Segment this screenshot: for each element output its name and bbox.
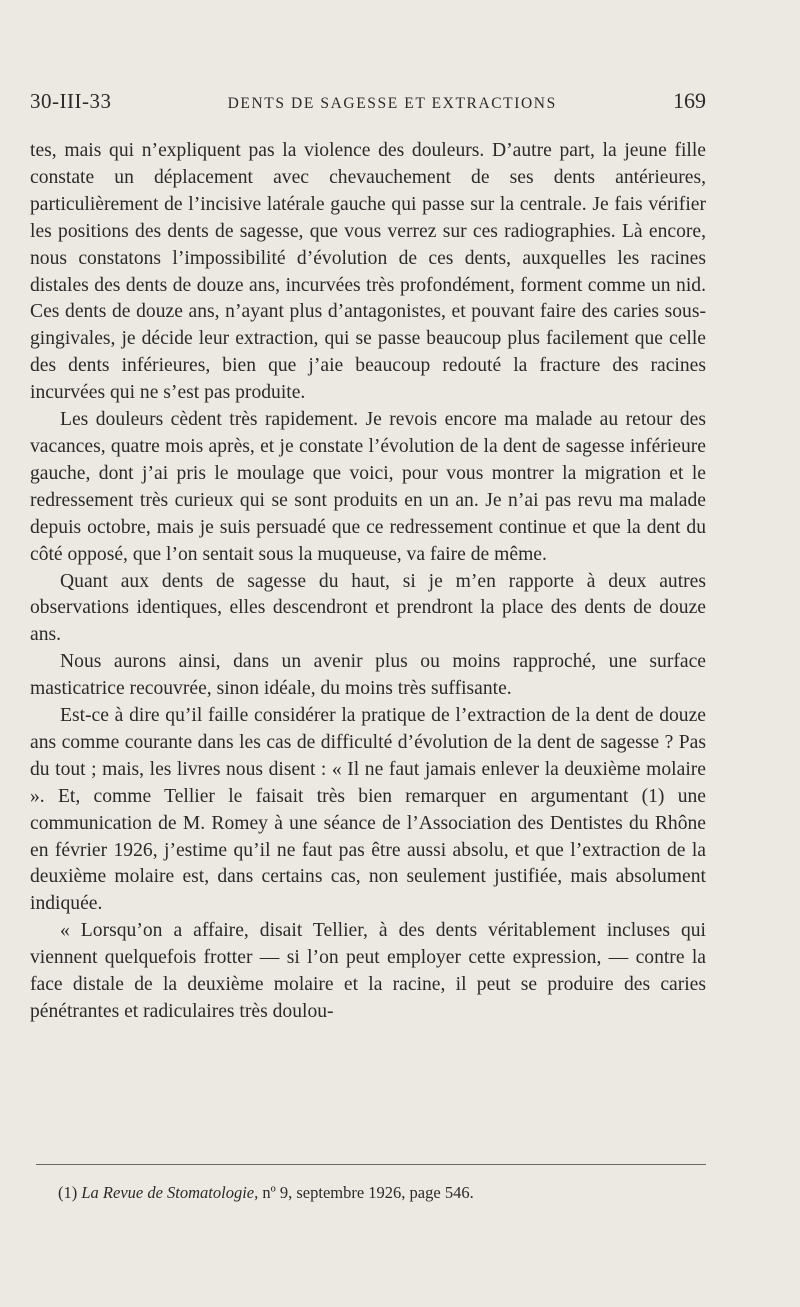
body-text (30, 138, 706, 1026)
page-number: 169 (673, 88, 706, 113)
footnote-marker: (1) (58, 1183, 78, 1202)
footnote (58, 1182, 708, 1204)
footnote-source: La Revue de Stomatologie, (81, 1183, 259, 1202)
header-date: 30-III-33 (30, 89, 112, 113)
paragraph: Quant aux dents de sagesse du haut, si je m’en rapporte à deux autres observations identiques, elles descendront et prendront la place des dents de douze ans. (30, 570, 706, 646)
footnote-divider (36, 1164, 706, 1165)
paragraph: « Lorsqu’on a affaire, disait Tellier, à des dents véritablement incluses qui viennent quelquefois frotter — si l’on peut employer cette expression, — contre la face distale de la deuxième molaire et la racine, il peut se produire des caries pénétrantes et radiculaires très doulou- (30, 920, 706, 1022)
running-head (30, 88, 706, 118)
paragraph: Nous aurons ainsi, dans un avenir plus ou moins rapproché, une surface masticatrice recouvrée, sinon idéale, du moins très suffisante. (30, 651, 706, 700)
paragraph: Les douleurs cèdent très rapidement. Je revois encore ma malade au retour des vacances, quatre mois après, et je constate l’évolution de la dent de sagesse inférieure gauche, dont j’ai pris le moulage que voici, pour vous montrer la migration et le redressement très curieux qui se sont produits en un an. Je n’ai pas revu ma malade depuis octobre, mais je suis persuadé que ce redressement continue et que la dent du côté opposé, que l’on sentait sous la muqueuse, va faire de même. (30, 409, 706, 565)
paragraph-continued: tes, mais qui n’expliquent pas la violence des douleurs. D’autre part, la jeune fille constate un déplacement avec chevauchement de ses dents antérieures, particulièrement de l’incisive latérale gauche qui passe sur la centrale. Je fais vérifier les positions des dents de sagesse, que vous verrez sur ces radiographies. Là encore, nous constatons l’impossibilité d’évolution de ces dents, auxquelles les racines distales des dents de douze ans, incurvées très profondément, forment comme un nid. Ces dents de douze ans, n’ayant plus d’antagonistes, et pouvant faire des caries sous-gingivales, je décide leur extraction, qui se passe beaucoup plus facilement que celle des dents inférieures, bien que j’aie beaucoup redouté la fracture des racines incurvées qui ne s’est pas produite. (30, 140, 706, 404)
header-title: DENTS DE SAGESSE ET EXTRACTIONS (227, 95, 557, 112)
footnote-details: nº 9, septembre 1926, page 546. (262, 1183, 474, 1202)
paragraph: Est-ce à dire qu’il faille considérer la pratique de l’extraction de la dent de douze ans comme courante dans les cas de difficulté d’évolution de la dent de sagesse ? Pas du tout ; mais, les livres nous disent : « Il ne faut jamais enlever la deuxième molaire ». Et, comme Tellier le faisait très bien remarquer en argumentant (1) une communication de M. Romey à une séance de l’Association des Dentistes du Rhône en février 1926, j’estime qu’il ne faut pas être aussi absolu, et que l’extraction de la deuxième molaire est, dans certains cas, non seulement justifiée, mais absolument indiquée. (30, 705, 706, 915)
